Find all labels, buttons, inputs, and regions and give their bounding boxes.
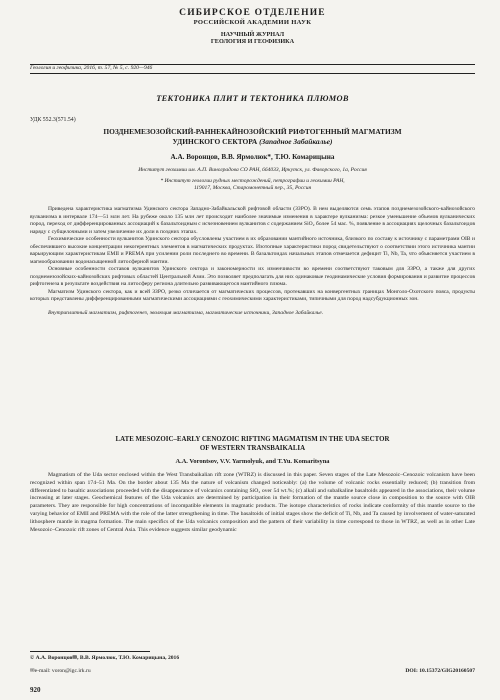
keywords-ru: Внутриплитный магматизм, рифтогенез, эволюция магматизма, магматические источники, Западное Забайкалье. bbox=[48, 309, 324, 316]
affiliation-2-line2: 119017, Москва, Старомонетный пер., 35, Россия bbox=[193, 185, 312, 192]
journal-masthead bbox=[30, 8, 475, 45]
title-ru-line1: ПОЗДНЕМЕЗОЗОЙСКИЙ-РАННЕКАЙНОЗОЙСКИЙ РИФТОГЕННЫЙ МАГМАТИЗМ bbox=[103, 127, 402, 136]
abstract-ru-para4: Магматизм Удинского сектора, как и всей ЗЗРО, резко отличается от магматических процессов, протекавших на конвергентных границах Монголо-Охотского пояса, продукты которых представлены дифференцированными магматическими ассоциациями с геохимическими характеристиками, типичными для пород надсубдукционных зон. bbox=[30, 288, 475, 303]
header-rule-bottom bbox=[30, 73, 475, 74]
copyright: © А.А. Воронцов✉, В.В. Ярмолюк, Т.Ю. Комарицына, 2016 bbox=[30, 655, 180, 661]
article-title-ru bbox=[30, 127, 475, 146]
title-en-line2: OF WESTERN TRANSBAIKALIA bbox=[199, 444, 306, 452]
author-email: ✉e-mail: voron@igc.irk.ru bbox=[30, 668, 91, 674]
masthead-org: СИБИРСКОЕ ОТДЕЛЕНИЕ bbox=[179, 8, 326, 18]
abstract-ru-para3: Основные особенности составов вулканитов Удинского сектора и закономерности их изменчивости во времени соответствуют таковым для ЗЗРО, а также для других позднемезозойских-кайнозойских рифтовых областей Центральной Азии. Это позволяет предполагать для них одинаковые геодинамические условия формирования и развитие процессов рифтогенеза в результате воздействия на литосферу региона длительно развивающегося мантийного плюма. bbox=[30, 266, 475, 288]
abstract-ru bbox=[30, 206, 475, 317]
authors-ru: А.А. Воронцов, В.В. Ярмолюк*, Т.Ю. Комарицына bbox=[170, 153, 335, 161]
masthead-journal-name: ГЕОЛОГИЯ И ГЕОФИЗИКА bbox=[210, 37, 295, 45]
affiliation-1 bbox=[30, 167, 475, 174]
authors-en: A.A. Vorontsov, V.V. Yarmolyuk, and T.Yu. Komaritsyna bbox=[175, 458, 330, 465]
affiliation-2 bbox=[30, 178, 475, 193]
article-title-en bbox=[30, 436, 475, 454]
title-ru-region: (Западное Забайкалье) bbox=[259, 136, 333, 146]
abstract-en-text: Magmatism of the Uda sector enclosed within the West Transbaikalian rift zone (WTRZ) is discussed in this paper. Seven stages of the Late Mesozoic–Cenozoic volcanism have been recognized within span 174–51 Ma. On the border about 135 Ma the nature of volcanism changed noticeably: (a) the volume of volcanic rocks essentially reduced; (b) transition from differentiated to basaltic associations proceeded with the disappearance of volcanics containing SiO₂ over 54 wt.%; (c) alkali and subalkaline basaltoids appeared in the associations, their volume increasing at later stages. Geochemical features of the Uda volcanics are determined by participation in their formation of the mantle source close in composition to the source with OIB parameters. They are responsible for high concentrations of incompatible elements in magmatic products. The isotope characteristics of rocks indicate conformity of this mantle source to the varying behavior of EMII and PREMA with the role of the latter strengthening in time. The basaltoids of initial stages show the deficit of Ti, Nb, and Ta caused by involvement of water-saturated lithosphere mantle in magma formation. The main specifics of the Uda volcanics composition and the pattern of their variability in time correspond to those in WTRZ, as well as in other Late Mesozoic–Cenozoic rift zones of Central Asia. This evidence suggests similar geodynamic bbox=[30, 472, 475, 533]
citation: Геология и геофизика, 2016, т. 57, № 5, с. 920—946 bbox=[30, 65, 153, 71]
abstract-en bbox=[30, 472, 475, 535]
doi: DOI: 10.15372/GIG20160507 bbox=[405, 668, 475, 674]
abstract-ru-para1: Приведена характеристика магматизма Удинского сектора Западно-Забайкальской рифтовой области (ЗЗРО). В нем выделяются семь этапов позднемезозойского-кайнозойского вулканизма в интервале 174—51 млн лет. На рубеже около 135 млн лет происходит наиболее значимые изменения в характере вулканизма: резкое уменьшение объемов вулканических пород, переход от дифференцированных ассоциаций к базальтоидным с исчезновением вулканитов с содержанием SiO₂ более 54 мас. %, появление в ассоциациях щелочных базальтоидов наряду с субщелочными и затем увеличение их доли в поздних этапах. bbox=[30, 206, 475, 235]
section-title: ТЕКТОНИКА ПЛИТ И ТЕКТОНИКА ПЛЮМОВ bbox=[156, 94, 349, 103]
title-ru-line2 bbox=[30, 137, 475, 147]
affiliation-2-line1: * Институт геологии рудных месторождений, петрографии и геохимии РАН, bbox=[160, 178, 345, 184]
abstract-ru-para2: Геохимические особенности вулканитов Удинского сектора обусловлены участием в их образовании мантийного источника, близкого по составу к источнику с параметрами OIB и обеспечившего высокие концентрации некогерентных элементов в магматических продуктах. Изотопные характеристики пород свидетельствуют о соответствии этого источника мантии варьирующим характеристикам EMII и PREMA при усилении роли последнего во времени. В базальтоидах начальных этапов отмечается дефицит Ti, Nb, Ta, что объясняется участием в магмообразовании водонасыщенной литосферной мантии. bbox=[30, 236, 475, 265]
journal-page bbox=[30, 0, 475, 700]
footnote-rule bbox=[30, 651, 150, 652]
masthead-journal-type: НАУЧНЫЙ ЖУРНАЛ bbox=[220, 30, 285, 38]
title-en-line1: LATE MESOZOIC–EARLY CENOZOIC RIFTING MAGMATISM IN THE UDA SECTOR bbox=[115, 436, 390, 443]
page-number: 920 bbox=[30, 686, 41, 694]
title-ru-sector: УДИНСКОГО СЕКТОРА bbox=[172, 136, 258, 146]
masthead-academy: РОССИЙСКОЙ АКАДЕМИИ НАУК bbox=[193, 18, 312, 26]
affiliation-1-line: Институт геохимии им. А.П. Виноградова СО РАН, 664033, Иркутск, ул. Фаворского, 1а, Россия bbox=[138, 167, 367, 173]
udk-code: УДК 552.3(571.54) bbox=[30, 117, 76, 123]
